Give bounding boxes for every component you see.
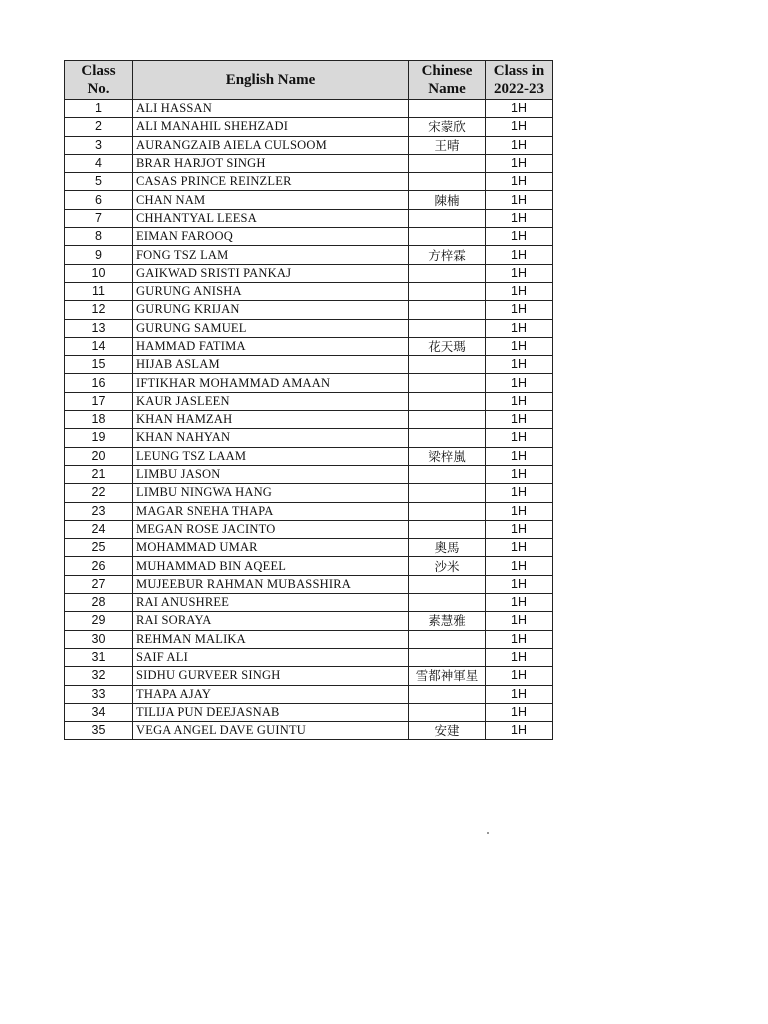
- table-row: [65, 539, 553, 557]
- class-no-cell: 3: [65, 136, 133, 154]
- english-name-cell: MEGAN ROSE JACINTO: [133, 520, 409, 538]
- chinese-name-cell: 花天瑪: [409, 337, 486, 355]
- english-name-cell: HIJAB ASLAM: [133, 356, 409, 374]
- table-row: [65, 374, 553, 392]
- class-cell: 1H: [486, 648, 553, 666]
- class-cell: 1H: [486, 246, 553, 264]
- scan-speck: [487, 832, 489, 834]
- class-no-cell: 9: [65, 246, 133, 264]
- class-no-cell: 12: [65, 301, 133, 319]
- chinese-name-cell: [409, 301, 486, 319]
- class-cell: 1H: [486, 264, 553, 282]
- english-name-cell: CHAN NAM: [133, 191, 409, 209]
- english-name-cell: AURANGZAIB AIELA CULSOOM: [133, 136, 409, 154]
- chinese-name-cell: [409, 282, 486, 300]
- table-row: [65, 502, 553, 520]
- table-row: [65, 392, 553, 410]
- table-row: [65, 118, 553, 136]
- chinese-name-cell: [409, 264, 486, 282]
- table-row: [65, 411, 553, 429]
- english-name-cell: FONG TSZ LAM: [133, 246, 409, 264]
- class-no-cell: 29: [65, 612, 133, 630]
- table-row: [65, 246, 553, 264]
- class-cell: 1H: [486, 520, 553, 538]
- class-cell: 1H: [486, 337, 553, 355]
- class-no-cell: 30: [65, 630, 133, 648]
- class-cell: 1H: [486, 392, 553, 410]
- table-row: [65, 667, 553, 685]
- table-row: [65, 173, 553, 191]
- english-name-cell: ALI HASSAN: [133, 100, 409, 118]
- chinese-name-cell: [409, 594, 486, 612]
- table-row: [65, 465, 553, 483]
- english-name-cell: RAI SORAYA: [133, 612, 409, 630]
- table-row: [65, 484, 553, 502]
- chinese-name-cell: [409, 465, 486, 483]
- english-name-cell: MUJEEBUR RAHMAN MUBASSHIRA: [133, 575, 409, 593]
- class-no-cell: 27: [65, 575, 133, 593]
- chinese-name-cell: [409, 392, 486, 410]
- table-row: [65, 209, 553, 227]
- class-no-cell: 17: [65, 392, 133, 410]
- chinese-name-cell: [409, 154, 486, 172]
- table-row: [65, 429, 553, 447]
- english-name-cell: IFTIKHAR MOHAMMAD AMAAN: [133, 374, 409, 392]
- english-name-cell: SIDHU GURVEER SINGH: [133, 667, 409, 685]
- table-row: [65, 191, 553, 209]
- chinese-name-cell: [409, 520, 486, 538]
- table-row: [65, 685, 553, 703]
- english-name-cell: VEGA ANGEL DAVE GUINTU: [133, 722, 409, 740]
- english-name-cell: GURUNG KRIJAN: [133, 301, 409, 319]
- header-class-no-line2: No.: [87, 81, 110, 97]
- header-row: [65, 61, 553, 100]
- chinese-name-cell: [409, 429, 486, 447]
- class-cell: 1H: [486, 191, 553, 209]
- chinese-name-cell: [409, 685, 486, 703]
- chinese-name-cell: 梁梓嵐: [409, 447, 486, 465]
- english-name-cell: BRAR HARJOT SINGH: [133, 154, 409, 172]
- chinese-name-cell: 王晴: [409, 136, 486, 154]
- class-cell: 1H: [486, 594, 553, 612]
- class-cell: 1H: [486, 447, 553, 465]
- class-cell: 1H: [486, 612, 553, 630]
- class-no-cell: 18: [65, 411, 133, 429]
- english-name-cell: THAPA AJAY: [133, 685, 409, 703]
- table-row: [65, 447, 553, 465]
- class-cell: 1H: [486, 484, 553, 502]
- class-no-cell: 8: [65, 228, 133, 246]
- class-no-cell: 6: [65, 191, 133, 209]
- class-no-cell: 33: [65, 685, 133, 703]
- class-cell: 1H: [486, 209, 553, 227]
- class-cell: 1H: [486, 630, 553, 648]
- chinese-name-cell: [409, 209, 486, 227]
- class-no-cell: 11: [65, 282, 133, 300]
- class-no-cell: 21: [65, 465, 133, 483]
- english-name-cell: HAMMAD FATIMA: [133, 337, 409, 355]
- english-name-cell: ALI MANAHIL SHEHZADI: [133, 118, 409, 136]
- chinese-name-cell: 安建: [409, 722, 486, 740]
- class-cell: 1H: [486, 411, 553, 429]
- class-no-cell: 25: [65, 539, 133, 557]
- english-name-cell: TILIJA PUN DEEJASNAB: [133, 703, 409, 721]
- english-name-cell: GAIKWAD SRISTI PANKAJ: [133, 264, 409, 282]
- class-cell: 1H: [486, 685, 553, 703]
- chinese-name-cell: [409, 411, 486, 429]
- chinese-name-cell: 雪都神軍星: [409, 667, 486, 685]
- class-no-cell: 10: [65, 264, 133, 282]
- class-cell: 1H: [486, 667, 553, 685]
- header-class-no-line1: Class: [81, 63, 116, 79]
- table-row: [65, 319, 553, 337]
- class-cell: 1H: [486, 374, 553, 392]
- chinese-name-cell: 奧馬: [409, 539, 486, 557]
- table-row: [65, 648, 553, 666]
- english-name-cell: RAI ANUSHREE: [133, 594, 409, 612]
- class-cell: 1H: [486, 465, 553, 483]
- class-no-cell: 34: [65, 703, 133, 721]
- table-row: [65, 136, 553, 154]
- class-cell: 1H: [486, 301, 553, 319]
- header-chinese-name-line2: Name: [428, 81, 466, 97]
- chinese-name-cell: [409, 173, 486, 191]
- header-chinese-name: [409, 61, 486, 100]
- class-cell: 1H: [486, 557, 553, 575]
- table-row: [65, 612, 553, 630]
- class-cell: 1H: [486, 319, 553, 337]
- chinese-name-cell: [409, 502, 486, 520]
- table-row: [65, 722, 553, 740]
- chinese-name-cell: [409, 648, 486, 666]
- table-row: [65, 594, 553, 612]
- header-english-name: English Name: [133, 61, 409, 100]
- english-name-cell: LIMBU NINGWA HANG: [133, 484, 409, 502]
- class-no-cell: 23: [65, 502, 133, 520]
- english-name-cell: REHMAN MALIKA: [133, 630, 409, 648]
- class-no-cell: 24: [65, 520, 133, 538]
- class-no-cell: 2: [65, 118, 133, 136]
- table-row: [65, 154, 553, 172]
- class-no-cell: 7: [65, 209, 133, 227]
- table-row: [65, 337, 553, 355]
- class-roster-table: [64, 60, 553, 740]
- english-name-cell: MAGAR SNEHA THAPA: [133, 502, 409, 520]
- class-cell: 1H: [486, 703, 553, 721]
- english-name-cell: KHAN NAHYAN: [133, 429, 409, 447]
- chinese-name-cell: [409, 319, 486, 337]
- table-body: [65, 100, 553, 740]
- class-cell: 1H: [486, 722, 553, 740]
- english-name-cell: GURUNG SAMUEL: [133, 319, 409, 337]
- chinese-name-cell: 宋蒙欣: [409, 118, 486, 136]
- english-name-cell: CHHANTYAL LEESA: [133, 209, 409, 227]
- chinese-name-cell: [409, 374, 486, 392]
- chinese-name-cell: [409, 703, 486, 721]
- chinese-name-cell: [409, 630, 486, 648]
- table-row: [65, 703, 553, 721]
- class-no-cell: 15: [65, 356, 133, 374]
- table-row: [65, 520, 553, 538]
- header-class-no: [65, 61, 133, 100]
- class-no-cell: 26: [65, 557, 133, 575]
- class-no-cell: 19: [65, 429, 133, 447]
- chinese-name-cell: 沙米: [409, 557, 486, 575]
- english-name-cell: CASAS PRINCE REINZLER: [133, 173, 409, 191]
- header-class-in: [486, 61, 553, 100]
- english-name-cell: KHAN HAMZAH: [133, 411, 409, 429]
- class-cell: 1H: [486, 356, 553, 374]
- header-class-in-line1: Class in: [493, 63, 545, 79]
- class-no-cell: 35: [65, 722, 133, 740]
- chinese-name-cell: [409, 228, 486, 246]
- english-name-cell: MUHAMMAD BIN AQEEL: [133, 557, 409, 575]
- chinese-name-cell: 陳楠: [409, 191, 486, 209]
- class-cell: 1H: [486, 118, 553, 136]
- class-no-cell: 13: [65, 319, 133, 337]
- class-cell: 1H: [486, 136, 553, 154]
- class-cell: 1H: [486, 282, 553, 300]
- class-cell: 1H: [486, 154, 553, 172]
- table-row: [65, 264, 553, 282]
- english-name-cell: GURUNG ANISHA: [133, 282, 409, 300]
- class-no-cell: 32: [65, 667, 133, 685]
- class-no-cell: 5: [65, 173, 133, 191]
- chinese-name-cell: [409, 100, 486, 118]
- class-no-cell: 31: [65, 648, 133, 666]
- table-row: [65, 356, 553, 374]
- chinese-name-cell: 方梓霖: [409, 246, 486, 264]
- english-name-cell: MOHAMMAD UMAR: [133, 539, 409, 557]
- table-row: [65, 228, 553, 246]
- english-name-cell: LEUNG TSZ LAAM: [133, 447, 409, 465]
- class-cell: 1H: [486, 502, 553, 520]
- class-no-cell: 28: [65, 594, 133, 612]
- header-chinese-name-line1: Chinese: [421, 63, 473, 79]
- english-name-cell: LIMBU JASON: [133, 465, 409, 483]
- header-class-in-line2: 2022-23: [494, 81, 544, 97]
- class-cell: 1H: [486, 539, 553, 557]
- table-row: [65, 630, 553, 648]
- class-no-cell: 20: [65, 447, 133, 465]
- class-cell: 1H: [486, 173, 553, 191]
- english-name-cell: KAUR JASLEEN: [133, 392, 409, 410]
- table-row: [65, 575, 553, 593]
- chinese-name-cell: [409, 484, 486, 502]
- chinese-name-cell: [409, 356, 486, 374]
- class-cell: 1H: [486, 429, 553, 447]
- table-row: [65, 100, 553, 118]
- chinese-name-cell: 素慧雅: [409, 612, 486, 630]
- table-row: [65, 282, 553, 300]
- class-no-cell: 4: [65, 154, 133, 172]
- table-header: [65, 61, 553, 100]
- class-no-cell: 16: [65, 374, 133, 392]
- english-name-cell: SAIF ALI: [133, 648, 409, 666]
- table-row: [65, 557, 553, 575]
- english-name-cell: EIMAN FAROOQ: [133, 228, 409, 246]
- class-no-cell: 1: [65, 100, 133, 118]
- class-cell: 1H: [486, 100, 553, 118]
- class-cell: 1H: [486, 575, 553, 593]
- class-no-cell: 22: [65, 484, 133, 502]
- table-row: [65, 301, 553, 319]
- class-no-cell: 14: [65, 337, 133, 355]
- chinese-name-cell: [409, 575, 486, 593]
- class-cell: 1H: [486, 228, 553, 246]
